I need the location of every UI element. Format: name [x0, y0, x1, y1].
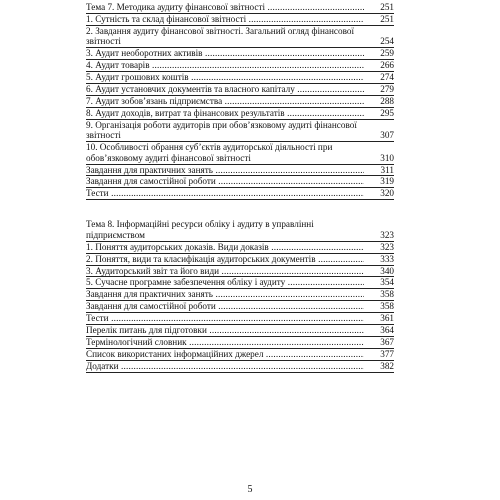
- toc-entry-page: 288: [380, 95, 394, 106]
- toc-entry-page: 358: [380, 301, 394, 312]
- toc-entry-title: Завдання для самостійної роботи .....: [86, 176, 364, 187]
- toc-entry-title: Тести .....: [86, 313, 364, 324]
- table-of-contents: [86, 2, 394, 373]
- toc-entry-title: Тема 8. Інформаційні ресурси обліку і аудиту в управлінні підприємством: [86, 219, 314, 240]
- toc-entry-title: 1. Поняття аудиторських доказів. Види доказів .....: [86, 242, 364, 253]
- toc-entry: [86, 337, 394, 349]
- toc-entry-title: 10. Особливості обрання суб’єктів аудиторської діяльності при обов’язковому аудиті фінансової звітності: [86, 142, 333, 163]
- toc-entry-page: 295: [380, 107, 394, 118]
- toc-entry-page: 254: [380, 36, 394, 47]
- toc-entry: [86, 361, 394, 373]
- toc-entry-title: Перелік питань для підготовки .....: [86, 325, 364, 336]
- toc-entry: [86, 14, 394, 26]
- toc-entry: [86, 301, 394, 313]
- toc-entry-page: 354: [380, 277, 394, 288]
- toc-entry-title: Завдання для практичних занять .....: [86, 289, 364, 300]
- section-gap: [86, 200, 394, 219]
- toc-entry-page: 323: [380, 241, 394, 252]
- toc-entry-title: 9. Організація роботи аудиторів при обов’язковому аудиті фінансової звітності: [86, 119, 357, 141]
- toc-entry-title: 1. Сутність та склад фінансової звітності .....: [86, 14, 364, 25]
- toc-entry: [86, 48, 394, 60]
- toc-entry: [86, 313, 394, 325]
- toc-entry-page: 307: [380, 130, 394, 141]
- toc-entry: [86, 242, 394, 254]
- toc-entry-title: 2. Завдання аудиту фінансової звітності. Загальний огляд фінансової звітності: [86, 25, 355, 47]
- toc-entry: [86, 142, 394, 164]
- toc-entry-title: Термінологічний словник .....: [86, 337, 364, 348]
- toc-entry: [86, 165, 394, 177]
- toc-entry-page: 382: [380, 360, 394, 371]
- toc-entry: [86, 96, 394, 108]
- toc-entry-page: 364: [380, 324, 394, 335]
- toc-entry-title: 3. Аудит необоротних активів .....: [86, 48, 364, 59]
- toc-entry-title: Тема 7. Методика аудиту фінансової звітності .....: [86, 2, 364, 13]
- toc-entry: [86, 325, 394, 337]
- toc-entry-title: Список використаних інформаційних джерел .....: [86, 349, 364, 360]
- toc-entry: [86, 120, 394, 142]
- toc-entry-page: 361: [380, 313, 394, 324]
- toc-entry-page: 266: [380, 60, 394, 71]
- toc-entry-page: 274: [380, 72, 394, 83]
- toc-entry-page: 259: [380, 48, 394, 59]
- toc-entry-title: 3. Аудиторський звіт та його види .....: [86, 266, 364, 277]
- toc-entry-page: 340: [380, 265, 394, 276]
- toc-entry-title: 6. Аудит установчих документів та власного капіталу .....: [86, 84, 364, 95]
- page-number: 5: [247, 484, 253, 495]
- toc-section-topic-7: [86, 2, 394, 200]
- toc-entry-title: 2. Поняття, види та класифікація аудиторських документів .....: [86, 254, 364, 265]
- toc-entry-page: 367: [380, 336, 394, 347]
- toc-entry-page: 358: [380, 289, 394, 300]
- toc-entry: [86, 219, 394, 241]
- toc-entry: [86, 2, 394, 14]
- toc-entry-title: 5. Аудит грошових коштів .....: [86, 72, 364, 83]
- toc-entry-title: 7. Аудит зобов’язань підприємства .....: [86, 96, 364, 107]
- toc-entry-title: Завдання для практичних занять .....: [86, 165, 364, 176]
- toc-entry: [86, 60, 394, 72]
- toc-entry-title: Тести .....: [86, 188, 364, 199]
- toc-entry-page: 279: [380, 83, 394, 94]
- toc-entry-page: 333: [380, 253, 394, 264]
- toc-entry-title: Завдання для самостійної роботи .....: [86, 301, 364, 312]
- toc-entry: [86, 72, 394, 84]
- toc-entry-page: 319: [380, 176, 394, 187]
- toc-entry: [86, 254, 394, 266]
- toc-entry: [86, 108, 394, 120]
- toc-entry: [86, 84, 394, 96]
- toc-entry: [86, 26, 394, 48]
- toc-section-topic-8: [86, 219, 394, 372]
- toc-entry-title: 4. Аудит товарів .....: [86, 60, 364, 71]
- toc-entry: [86, 188, 394, 200]
- toc-entry: [86, 176, 394, 188]
- toc-entry-title: 5. Сучасне програмне забезпечення обліку і аудиту .....: [86, 277, 364, 288]
- toc-entry: [86, 289, 394, 301]
- toc-entry-page: 377: [380, 348, 394, 359]
- toc-entry-page: 310: [380, 152, 394, 163]
- toc-entry-page: 311: [380, 164, 394, 175]
- toc-entry: [86, 349, 394, 361]
- toc-entry-page: 320: [380, 188, 394, 199]
- toc-entry: [86, 266, 394, 278]
- toc-entry-page: 251: [380, 13, 394, 24]
- toc-entry: [86, 277, 394, 289]
- toc-entry-page: 251: [380, 2, 394, 12]
- toc-entry-page: 323: [380, 229, 394, 240]
- toc-entry-title: 8. Аудит доходів, витрат та фінансових результатів .....: [86, 108, 364, 119]
- toc-entry-title: Додатки .....: [86, 361, 364, 372]
